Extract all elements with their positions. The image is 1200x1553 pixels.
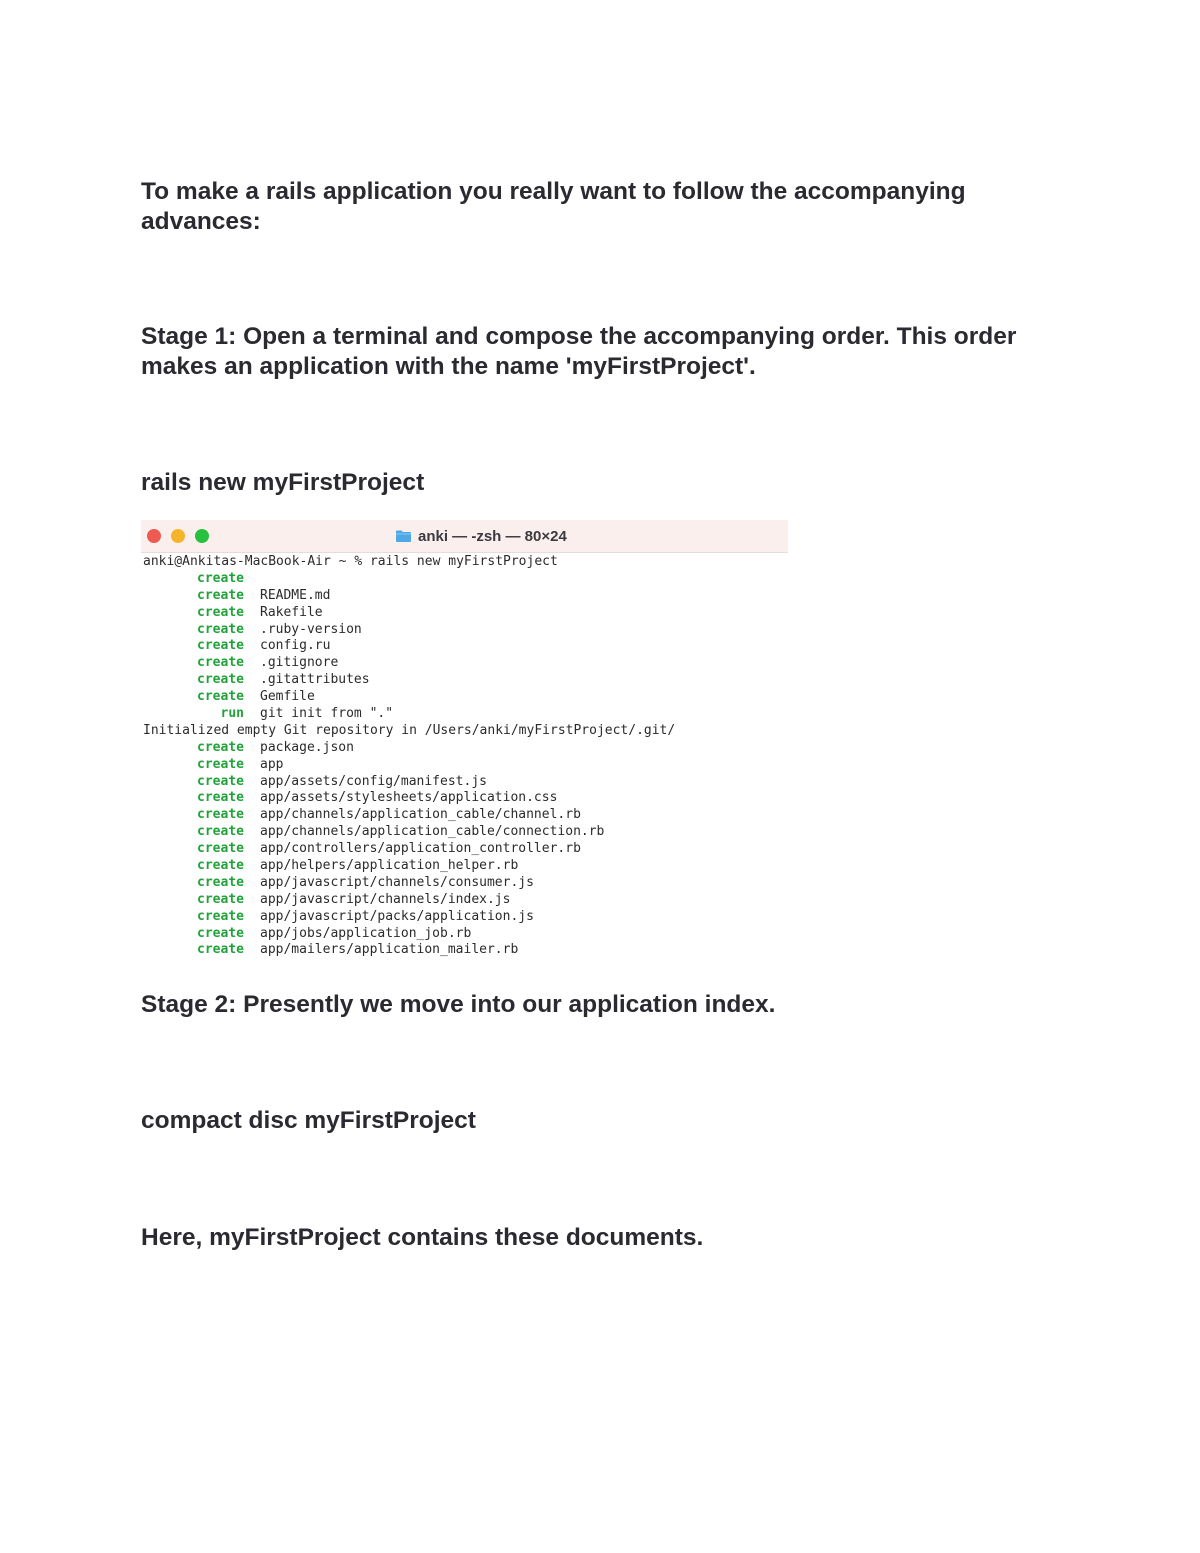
terminal-line	[143, 942, 788, 958]
terminal-line	[143, 824, 788, 841]
terminal-path: app/assets/config/manifest.js	[260, 773, 487, 789]
terminal-keyword: create	[197, 739, 244, 755]
terminal-keyword: create	[197, 604, 244, 620]
terminal-path: Rakefile	[260, 604, 323, 620]
terminal-path: app/assets/stylesheets/application.css	[260, 790, 558, 806]
terminal-keyword: create	[197, 587, 244, 603]
terminal-path: app	[260, 756, 284, 772]
terminal-keyword: create	[197, 908, 244, 924]
terminal-path: app/javascript/channels/index.js	[260, 891, 511, 907]
terminal-line	[143, 790, 788, 807]
terminal-path: app/helpers/application_helper.rb	[260, 858, 519, 874]
terminal-title: anki — -zsh — 80×24	[418, 527, 567, 545]
terminal-output	[143, 554, 788, 958]
command-cd: compact disc myFirstProject	[141, 1107, 476, 1134]
terminal-lines-group-b	[143, 740, 788, 958]
terminal-path: config.ru	[260, 638, 331, 654]
terminal-keyword: create	[197, 638, 244, 654]
terminal-line	[143, 875, 788, 892]
terminal-line	[143, 740, 788, 757]
terminal-line	[143, 926, 788, 943]
terminal-keyword: create	[197, 807, 244, 823]
terminal-line	[143, 605, 788, 622]
terminal-path: app/controllers/application_controller.rb	[260, 841, 581, 857]
terminal-line	[143, 571, 788, 588]
terminal-path: Gemfile	[260, 689, 315, 705]
terminal-keyword: create	[197, 942, 244, 958]
terminal-line	[143, 655, 788, 672]
terminal-path: package.json	[260, 739, 354, 755]
terminal-path: app/channels/application_cable/connection.rb	[260, 824, 605, 840]
terminal-line	[143, 858, 788, 875]
terminal-keyword: create	[197, 925, 244, 941]
command-rails-new: rails new myFirstProject	[141, 469, 425, 496]
terminal-line	[143, 588, 788, 605]
terminal-keyword: create	[197, 621, 244, 637]
terminal-keyword: create	[197, 858, 244, 874]
terminal-screenshot	[141, 520, 788, 958]
close-window-icon	[147, 529, 161, 543]
terminal-line	[143, 622, 788, 639]
terminal-path: README.md	[260, 587, 331, 603]
terminal-keyword: run	[220, 706, 244, 722]
terminal-keyword: create	[197, 790, 244, 806]
intro-paragraph: To make a rails application you really want to follow the accompanying advances:	[141, 178, 966, 235]
terminal-path: .gitignore	[260, 655, 339, 671]
terminal-path: app/mailers/application_mailer.rb	[260, 942, 519, 958]
terminal-path: app/javascript/packs/application.js	[260, 908, 534, 924]
terminal-path: app/channels/application_cable/channel.rb	[260, 807, 581, 823]
terminal-keyword: create	[197, 756, 244, 772]
maximize-window-icon	[195, 529, 209, 543]
terminal-line	[143, 689, 788, 706]
stage-1-paragraph: Stage 1: Open a terminal and compose the accompanying order. This order makes an application with the name 'myFirstProject'.	[141, 323, 1017, 380]
terminal-line	[143, 807, 788, 824]
terminal-keyword: create	[197, 874, 244, 890]
terminal-keyword: create	[197, 689, 244, 705]
terminal-path: app/jobs/application_job.rb	[260, 925, 472, 941]
terminal-titlebar	[141, 520, 788, 553]
terminal-line	[143, 757, 788, 774]
terminal-keyword: create	[197, 773, 244, 789]
terminal-line	[143, 706, 788, 723]
terminal-line	[143, 774, 788, 791]
terminal-keyword: create	[197, 891, 244, 907]
terminal-keyword: create	[197, 841, 244, 857]
terminal-line	[143, 841, 788, 858]
terminal-keyword: create	[197, 655, 244, 671]
terminal-keyword: create	[197, 570, 244, 586]
terminal-info-line: Initialized empty Git repository in /Users/anki/myFirstProject/.git/	[143, 722, 676, 738]
terminal-lines-group-a	[143, 571, 788, 723]
terminal-prompt-line: anki@Ankitas-MacBook-Air ~ % rails new myFirstProject	[143, 554, 558, 569]
terminal-path: app/javascript/channels/consumer.js	[260, 874, 534, 890]
folder-icon	[395, 529, 412, 543]
stage-2-paragraph: Stage 2: Presently we move into our application index.	[141, 991, 776, 1018]
terminal-keyword: create	[197, 672, 244, 688]
terminal-line	[143, 638, 788, 655]
terminal-line	[143, 892, 788, 909]
terminal-path: .ruby-version	[260, 621, 362, 637]
terminal-keyword: create	[197, 824, 244, 840]
minimize-window-icon	[171, 529, 185, 543]
terminal-title-area	[395, 526, 567, 546]
terminal-path: .gitattributes	[260, 672, 370, 688]
contents-paragraph: Here, myFirstProject contains these documents.	[141, 1224, 704, 1251]
terminal-line	[143, 909, 788, 926]
terminal-line	[143, 672, 788, 689]
terminal-path: git init from "."	[260, 706, 394, 722]
